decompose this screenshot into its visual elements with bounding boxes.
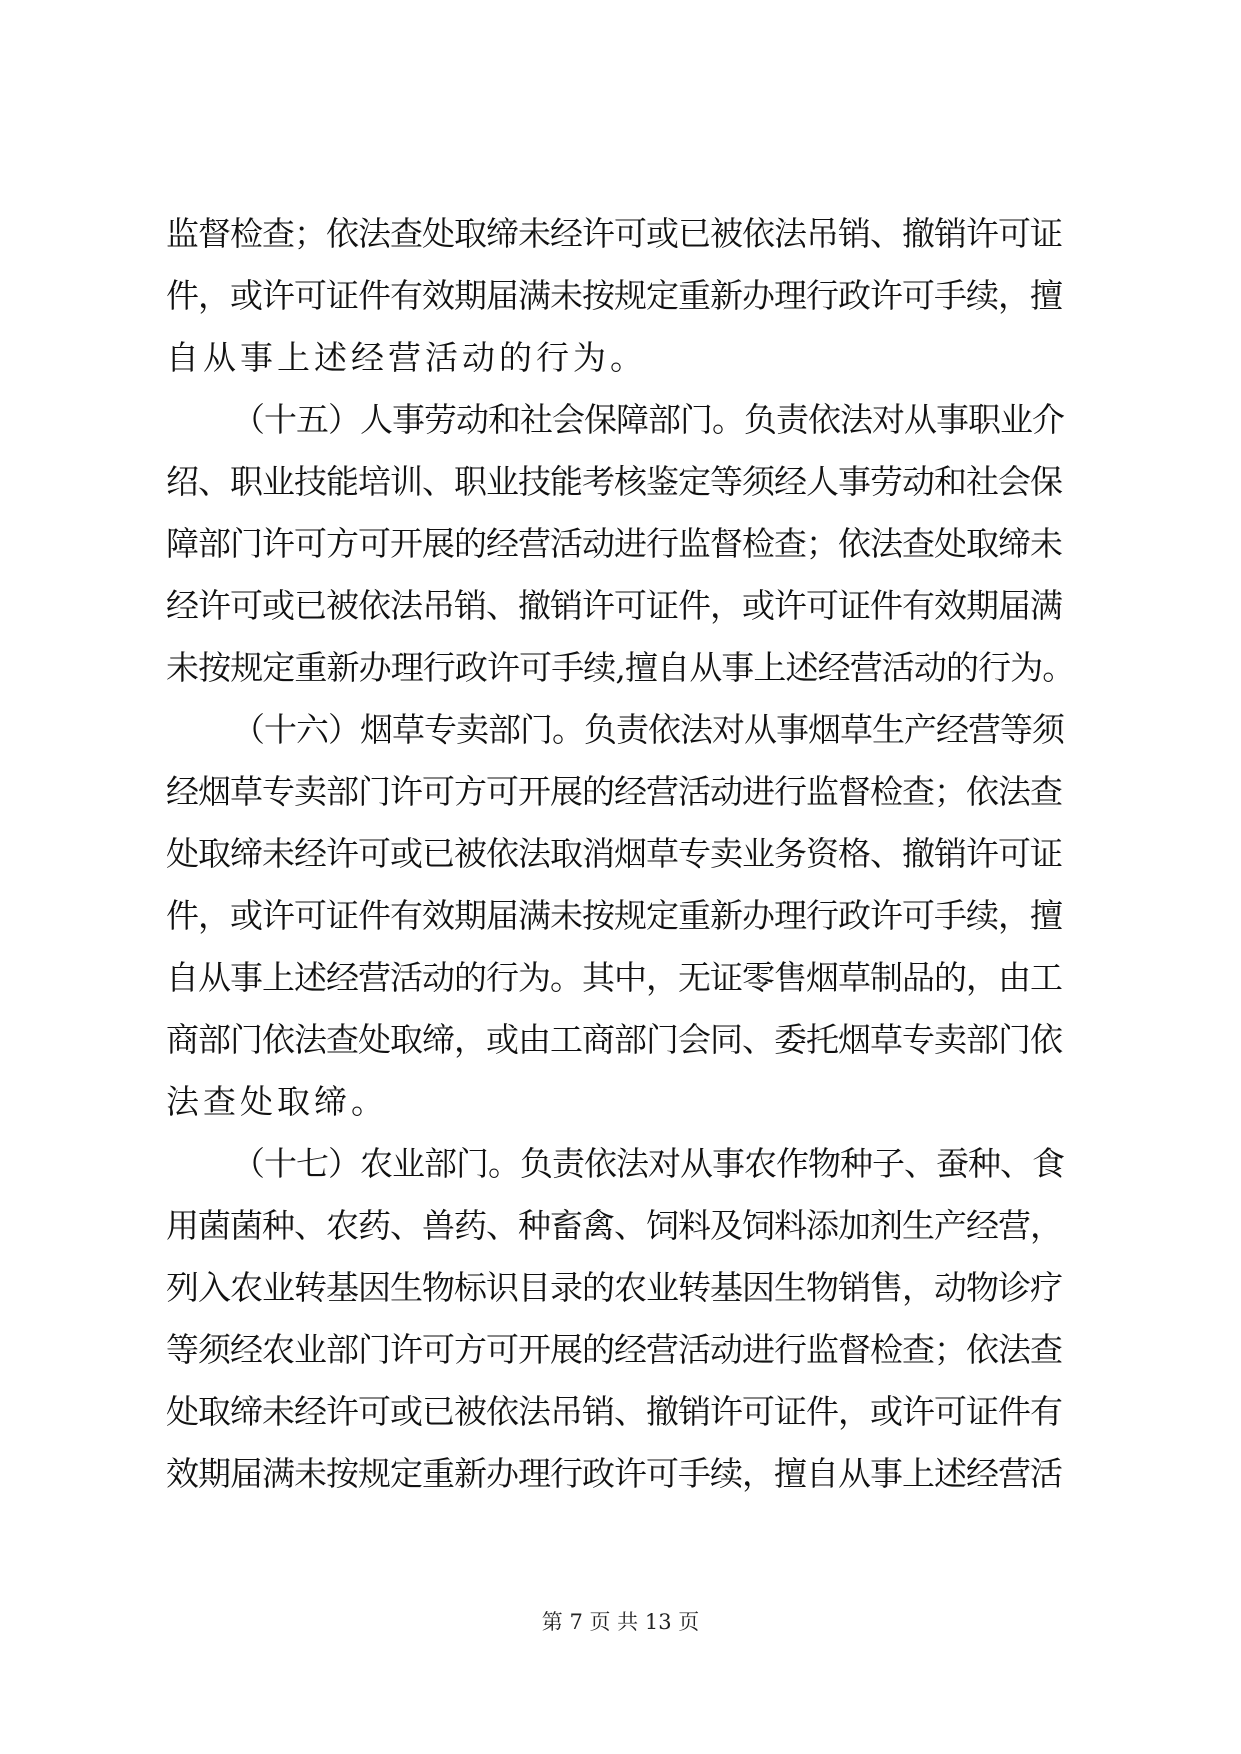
text-line: 列入农业转基因生物标识目录的农业转基因生物销售，动物诊疗 <box>166 1268 1062 1307</box>
text-line: 经许可或已被依法吊销、撤销许可证件，或许可证件有效期届满 <box>166 586 1062 625</box>
text-line: 障部门许可方可开展的经营活动进行监督检查；依法查处取缔未 <box>166 524 1062 563</box>
page-footer: 第 7 页 共 13 页 <box>541 1610 700 1634</box>
text-line: 商部门依法查处取缔，或由工商部门会同、委托烟草专卖部门依 <box>166 1020 1062 1059</box>
text-line: 绍、职业技能培训、职业技能考核鉴定等须经人事劳动和社会保 <box>166 462 1062 501</box>
text-line: 监督检查；依法查处取缔未经许可或已被依法吊销、撤销许可证 <box>166 214 1062 253</box>
text-line: 经烟草专卖部门许可方可开展的经营活动进行监督检查；依法查 <box>166 772 1062 811</box>
text-line: 件，或许可证件有效期届满未按规定重新办理行政许可手续，擅 <box>166 276 1062 315</box>
text-line: 法查处取缔。 <box>166 1082 388 1121</box>
text-line: 件，或许可证件有效期届满未按规定重新办理行政许可手续，擅 <box>166 896 1062 935</box>
text-line: 用菌菌种、农药、兽药、种畜禽、饲料及饲料添加剂生产经营， <box>166 1206 1062 1245</box>
text-line: 效期届满未按规定重新办理行政许可手续，擅自从事上述经营活 <box>166 1454 1062 1493</box>
text-line: 处取缔未经许可或已被依法取消烟草专卖业务资格、撤销许可证 <box>166 834 1062 873</box>
text-line: 自从事上述经营活动的行为。 <box>166 338 647 377</box>
text-line: 自从事上述经营活动的行为。其中，无证零售烟草制品的，由工 <box>166 958 1062 997</box>
paragraph-heading-line: （十七）农业部门。负责依法对从事农作物种子、蚕种、食 <box>232 1144 1064 1183</box>
text-line: 等须经农业部门许可方可开展的经营活动进行监督检查；依法查 <box>166 1330 1062 1369</box>
text-line: 未按规定重新办理行政许可手续,擅自从事上述经营活动的行为。 <box>166 648 1075 687</box>
paragraph-heading-line: （十五）人事劳动和社会保障部门。负责依法对从事职业介 <box>232 400 1064 439</box>
paragraph-heading-line: （十六）烟草专卖部门。负责依法对从事烟草生产经营等须 <box>232 710 1064 749</box>
text-line: 处取缔未经许可或已被依法吊销、撤销许可证件，或许可证件有 <box>166 1392 1062 1431</box>
